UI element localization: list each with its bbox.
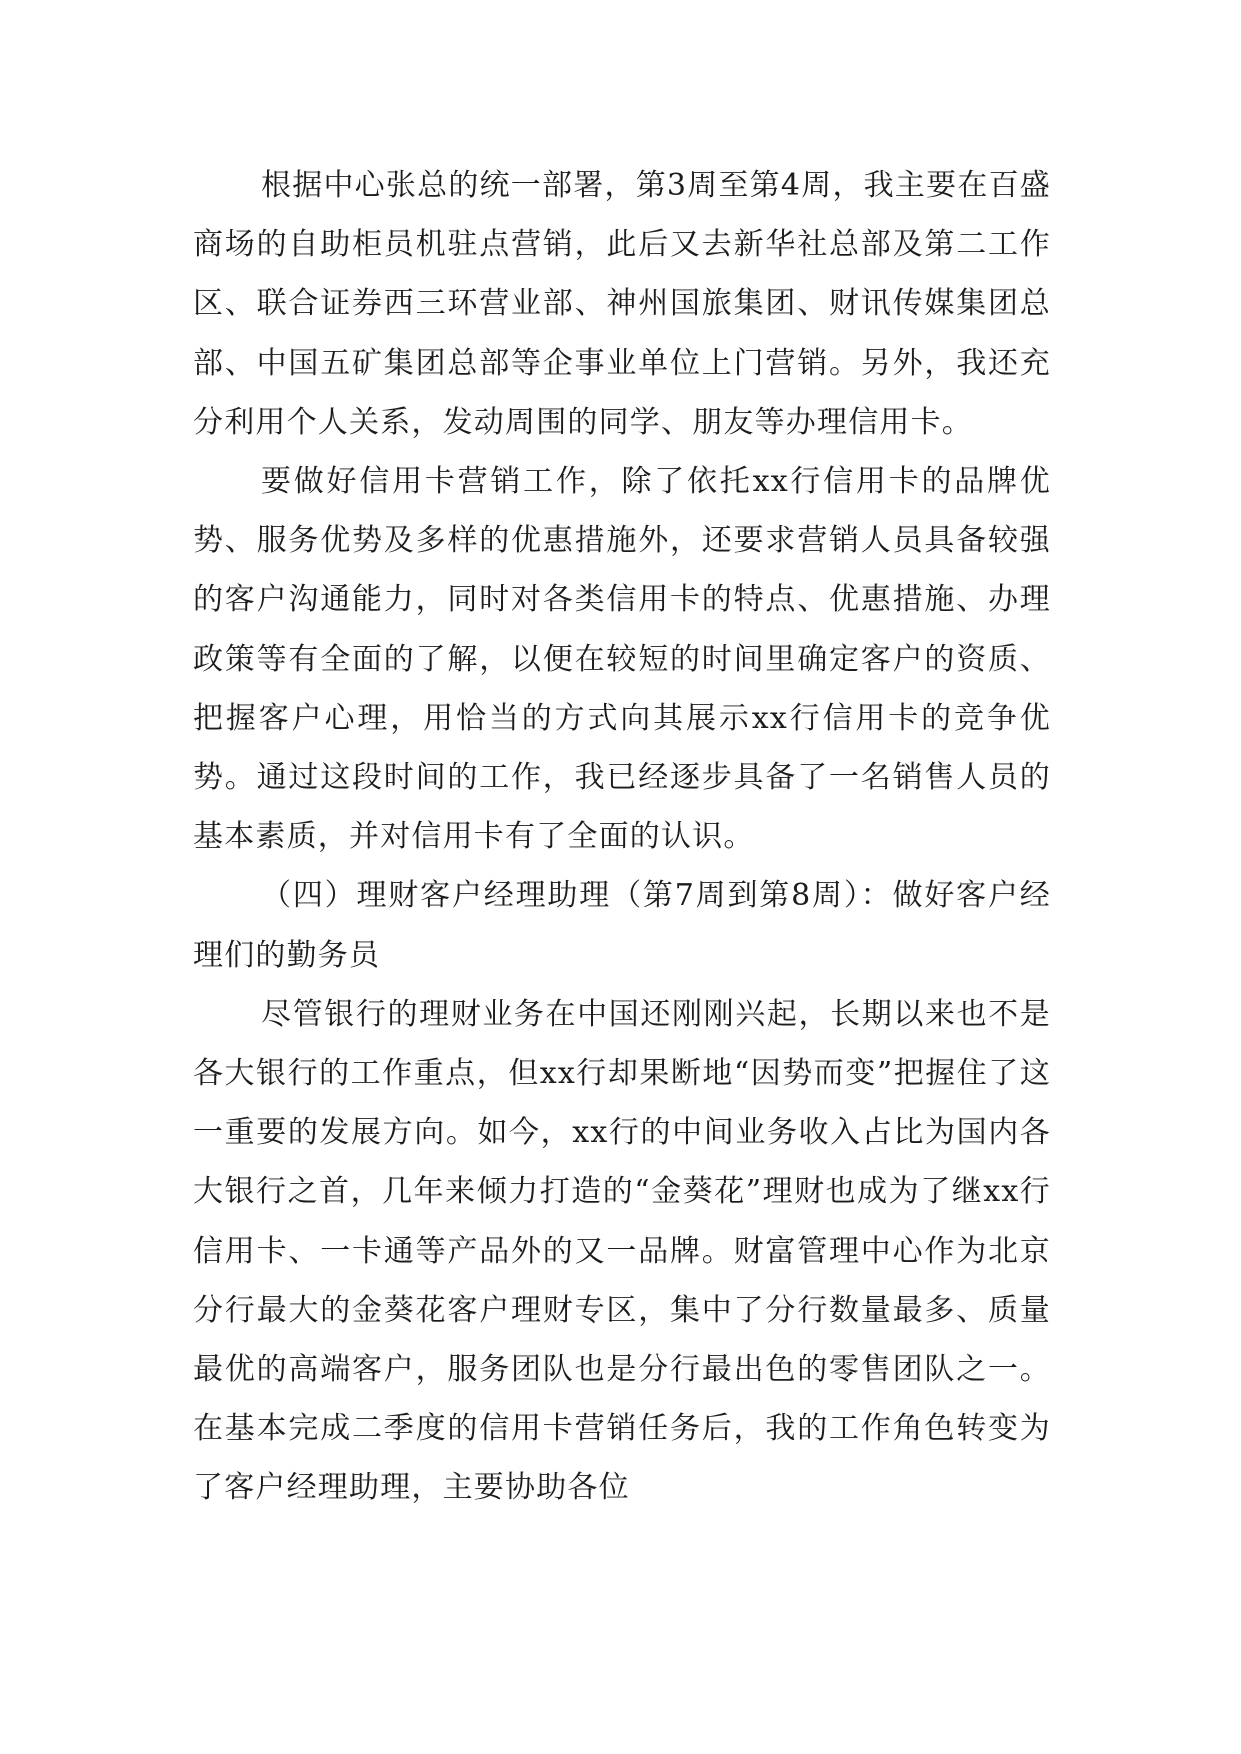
section-heading-wealth-assistant: （四）理财客户经理助理（第7周到第8周）：做好客户经理们的勤务员 [193,878,1051,973]
document-body [193,156,1051,1518]
paragraph-credit-card-deployment: 根据中心张总的统一部署，第3周至第4周，我主要在百盛商场的自助柜员机驻点营销，此后又去新华社总部及第二工作区、联合证券西三环营业部、神州国旅集团、财讯传媒集团总部、中国五矿集团总部等企事业单位上门营销。另外，我还充分利用个人关系，发动周围的同学、朋友等办理信用卡。 [193,168,1051,440]
paragraph-wealth-management: 尽管银行的理财业务在中国还刚刚兴起，长期以来也不是各大银行的工作重点，但xx行却果断地“因势而变”把握住了这一重要的发展方向。如今，xx行的中间业务收入占比为国内各大银行之首，几年来倾力打造的“金葵花”理财也成为了继xx行信用卡、一卡通等产品外的又一品牌。财富管理中心作为北京分行最大的金葵花客户理财专区，集中了分行数量最多、质量最优的高端客户，服务团队也是分行最出色的零售团队之一。在基本完成二季度的信用卡营销任务后，我的工作角色转变为了客户经理助理，主要协助各位 [193,996,1051,1506]
paragraph-credit-card-marketing: 要做好信用卡营销工作，除了依托xx行信用卡的品牌优势、服务优势及多样的优惠措施外，还要求营销人员具备较强的客户沟通能力，同时对各类信用卡的特点、优惠措施、办理政策等有全面的了解，以便在较短的时间里确定客户的资质、把握客户心理，用恰当的方式向其展示xx行信用卡的竞争优势。通过这段时间的工作，我已经逐步具备了一名销售人员的基本素质，并对信用卡有了全面的认识。 [193,464,1051,855]
